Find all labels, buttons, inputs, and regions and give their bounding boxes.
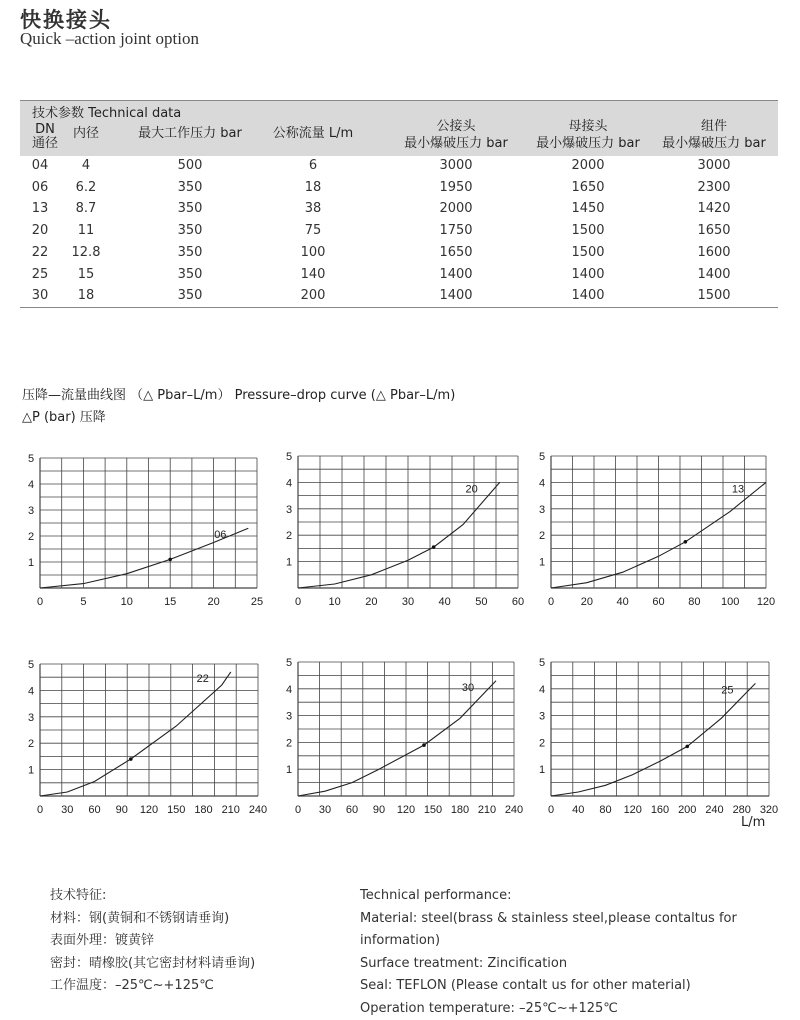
- table-cell: 350: [150, 180, 230, 195]
- series-label: 20: [466, 483, 478, 495]
- table-cell: 25: [0, 267, 80, 282]
- y-tick-label: 5: [286, 657, 292, 669]
- curve-marker: [684, 540, 688, 544]
- table-cell: 1500: [674, 288, 754, 303]
- table-cell: 3000: [416, 158, 496, 173]
- y-tick-label: 2: [28, 531, 34, 543]
- table-cell: 140: [273, 267, 353, 282]
- x-tick-label: 0: [295, 596, 301, 608]
- x-tick-label: 10: [121, 596, 133, 608]
- y-tick-label: 4: [286, 684, 292, 696]
- x-tick-label: 120: [757, 596, 775, 608]
- technical-performance-en: [360, 885, 800, 1020]
- series-label: 06: [214, 529, 226, 541]
- y-tick-label: 1: [286, 557, 292, 569]
- y-tick-label: 5: [28, 453, 34, 465]
- table-caption: 技术参数 Technical data: [32, 106, 181, 122]
- x-tick-label: 210: [478, 804, 496, 816]
- table-cell: 200: [273, 288, 353, 303]
- pressure-curve: [551, 683, 755, 796]
- perf-zh-temperature: 工作温度：–25℃~+125℃: [50, 975, 255, 998]
- series-label: 30: [462, 682, 474, 694]
- y-tick-label: 4: [286, 477, 292, 489]
- table-cell: 1750: [416, 223, 496, 238]
- x-tick-label: 60: [88, 804, 100, 816]
- header-male-burst: 最小爆破压力 bar: [392, 136, 520, 152]
- x-tick-label: 150: [167, 804, 185, 816]
- x-tick-label: 210: [222, 804, 240, 816]
- table-cell: 20: [0, 223, 80, 238]
- table-cell: 2000: [416, 201, 496, 216]
- x-tick-label: 150: [424, 804, 442, 816]
- table-cell: 06: [0, 180, 80, 195]
- curve-marker: [168, 558, 172, 562]
- header-female: 母接头: [523, 119, 653, 135]
- table-cell: 350: [150, 223, 230, 238]
- x-tick-label: 50: [475, 596, 487, 608]
- table-cell: 3000: [674, 158, 754, 173]
- table-cell: 1650: [548, 180, 628, 195]
- table-cell: 18: [273, 180, 353, 195]
- y-tick-label: 2: [539, 530, 545, 542]
- x-tick-label: 200: [678, 804, 696, 816]
- table-cell: 6: [273, 158, 353, 173]
- curve-marker: [432, 545, 436, 549]
- table-cell: 1450: [548, 201, 628, 216]
- table-cell: 6.2: [46, 180, 126, 195]
- table-cell: 1500: [548, 245, 628, 260]
- table-cell: 22: [0, 245, 80, 260]
- x-tick-label: 30: [61, 804, 73, 816]
- perf-zh-material: 材料：钢(黄铜和不锈钢请垂询): [50, 908, 255, 931]
- x-tick-label: 0: [548, 804, 554, 816]
- table-cell: 350: [150, 245, 230, 260]
- y-tick-label: 3: [28, 712, 34, 724]
- table-cell: 350: [150, 267, 230, 282]
- x-tick-label: 0: [295, 804, 301, 816]
- table-cell: 30: [0, 288, 80, 303]
- y-tick-label: 1: [539, 764, 545, 776]
- x-tick-label: 10: [329, 596, 341, 608]
- page-title-en: Quick –action joint option: [20, 29, 199, 49]
- x-tick-label: 20: [207, 596, 219, 608]
- y-tick-label: 4: [28, 479, 34, 491]
- y-tick-label: 3: [539, 711, 545, 723]
- x-tick-label: 240: [505, 804, 523, 816]
- table-cell: 4: [46, 158, 126, 173]
- x-tick-label: 240: [705, 804, 723, 816]
- x-tick-label: 30: [402, 596, 414, 608]
- table-cell: 1400: [416, 288, 496, 303]
- y-tick-label: 4: [539, 477, 545, 489]
- table-cell: 2000: [548, 158, 628, 173]
- header-male: 公接头: [392, 119, 520, 135]
- table-cell: 1400: [674, 267, 754, 282]
- x-tick-label: 180: [451, 804, 469, 816]
- curve-marker: [422, 743, 426, 747]
- header-max-pressure: 最大工作压力 bar: [120, 126, 260, 142]
- y-tick-label: 2: [286, 530, 292, 542]
- perf-zh-heading: 技术特征:: [50, 885, 255, 908]
- table-cell: 1400: [548, 267, 628, 282]
- table-cell: 1650: [674, 223, 754, 238]
- table-cell: 500: [150, 158, 230, 173]
- header-female-burst: 最小爆破压力 bar: [523, 136, 653, 152]
- table-cell: 350: [150, 288, 230, 303]
- table-cell: 12.8: [46, 245, 126, 260]
- table-cell: 04: [0, 158, 80, 173]
- table-cell: 350: [150, 201, 230, 216]
- x-tick-label: 0: [37, 596, 43, 608]
- curve-marker: [685, 745, 689, 749]
- header-dn-zh: 通径: [28, 136, 62, 152]
- curve-marker: [129, 757, 133, 761]
- y-tick-label: 1: [539, 557, 545, 569]
- perf-zh-surface: 表面外理：镀黄锌: [50, 930, 255, 953]
- table-cell: 1950: [416, 180, 496, 195]
- x-tick-label: 90: [116, 804, 128, 816]
- table-cell: 1420: [674, 201, 754, 216]
- x-axis-unit-label: L/m: [741, 815, 765, 830]
- table-cell: 18: [46, 288, 126, 303]
- table-cell: 38: [273, 201, 353, 216]
- y-tick-label: 1: [28, 557, 34, 569]
- header-nominal-flow: 公称流量 L/m: [268, 126, 358, 142]
- series-label: 22: [197, 673, 209, 685]
- y-tick-label: 1: [286, 764, 292, 776]
- charts-svg: [0, 450, 800, 840]
- header-dn: DN: [30, 122, 60, 138]
- x-tick-label: 30: [319, 804, 331, 816]
- x-tick-label: 90: [373, 804, 385, 816]
- table-header: [20, 100, 778, 156]
- x-tick-label: 120: [397, 804, 415, 816]
- pressure-curve: [298, 681, 496, 796]
- perf-zh-seal: 密封：晴橡胶(其它密封材料请垂询): [50, 953, 255, 976]
- y-tick-label: 5: [286, 451, 292, 463]
- y-tick-label: 1: [28, 765, 34, 777]
- x-tick-label: 60: [652, 596, 664, 608]
- table-cell: 1400: [416, 267, 496, 282]
- x-tick-label: 60: [346, 804, 358, 816]
- x-tick-label: 80: [599, 804, 611, 816]
- x-tick-label: 120: [140, 804, 158, 816]
- x-tick-label: 120: [624, 804, 642, 816]
- table-cell: 11: [46, 223, 126, 238]
- x-tick-label: 40: [439, 596, 451, 608]
- perf-en-material: Material: steel(brass & stainless steel,please contaltus for information): [360, 908, 800, 953]
- table-cell: 1600: [674, 245, 754, 260]
- x-tick-label: 15: [164, 596, 176, 608]
- x-tick-label: 0: [548, 596, 554, 608]
- table-cell: 1400: [548, 288, 628, 303]
- page-title-zh: 快换接头: [20, 4, 112, 34]
- y-tick-label: 5: [28, 659, 34, 671]
- table-cell: 15: [46, 267, 126, 282]
- table-cell: 1650: [416, 245, 496, 260]
- x-tick-label: 280: [733, 804, 751, 816]
- perf-en-temperature: Operation temperature: –25℃~+125℃: [360, 998, 800, 1020]
- table-cell: 2300: [674, 180, 754, 195]
- y-tick-label: 5: [539, 657, 545, 669]
- curve-y-axis-label: △P (bar) 压降: [22, 406, 106, 425]
- table-cell: 8.7: [46, 201, 126, 216]
- y-tick-label: 3: [286, 711, 292, 723]
- y-tick-label: 2: [539, 737, 545, 749]
- table-cell: 1500: [548, 223, 628, 238]
- y-tick-label: 5: [539, 451, 545, 463]
- x-tick-label: 0: [37, 804, 43, 816]
- x-tick-label: 100: [721, 596, 739, 608]
- table-bottom-rule: [20, 307, 778, 308]
- x-tick-label: 240: [249, 804, 267, 816]
- perf-en-heading: Technical performance:: [360, 885, 800, 908]
- x-tick-label: 180: [194, 804, 212, 816]
- y-tick-label: 3: [28, 505, 34, 517]
- x-tick-label: 20: [365, 596, 377, 608]
- x-tick-label: 40: [617, 596, 629, 608]
- curve-section-title: 压降—流量曲线图 （△ Pbar–L/m） Pressure–drop curve (△ Pbar–L/m): [22, 384, 455, 403]
- header-inner-diameter: 内径: [66, 126, 106, 142]
- x-tick-label: 160: [651, 804, 669, 816]
- perf-en-surface: Surface treatment: Zincification: [360, 953, 800, 976]
- x-tick-label: 80: [688, 596, 700, 608]
- technical-data-table: [20, 100, 778, 312]
- x-tick-label: 25: [251, 596, 263, 608]
- table-body: [20, 156, 778, 312]
- x-tick-label: 60: [512, 596, 524, 608]
- y-tick-label: 2: [28, 738, 34, 750]
- header-assembly: 组件: [654, 119, 774, 135]
- y-tick-label: 4: [28, 685, 34, 697]
- series-label: 13: [732, 483, 744, 495]
- table-cell: 100: [273, 245, 353, 260]
- x-tick-label: 5: [80, 596, 86, 608]
- series-label: 25: [721, 684, 733, 696]
- y-tick-label: 2: [286, 737, 292, 749]
- y-tick-label: 3: [539, 504, 545, 516]
- x-tick-label: 320: [760, 804, 778, 816]
- technical-performance-zh: [50, 885, 255, 998]
- header-assembly-burst: 最小爆破压力 bar: [654, 136, 774, 152]
- table-cell: 13: [0, 201, 80, 216]
- y-tick-label: 3: [286, 504, 292, 516]
- table-cell: 75: [273, 223, 353, 238]
- perf-en-seal: Seal: TEFLON (Please contalt us for other material): [360, 975, 800, 998]
- pressure-drop-charts: [0, 450, 800, 840]
- y-tick-label: 4: [539, 684, 545, 696]
- x-tick-label: 40: [572, 804, 584, 816]
- x-tick-label: 20: [581, 596, 593, 608]
